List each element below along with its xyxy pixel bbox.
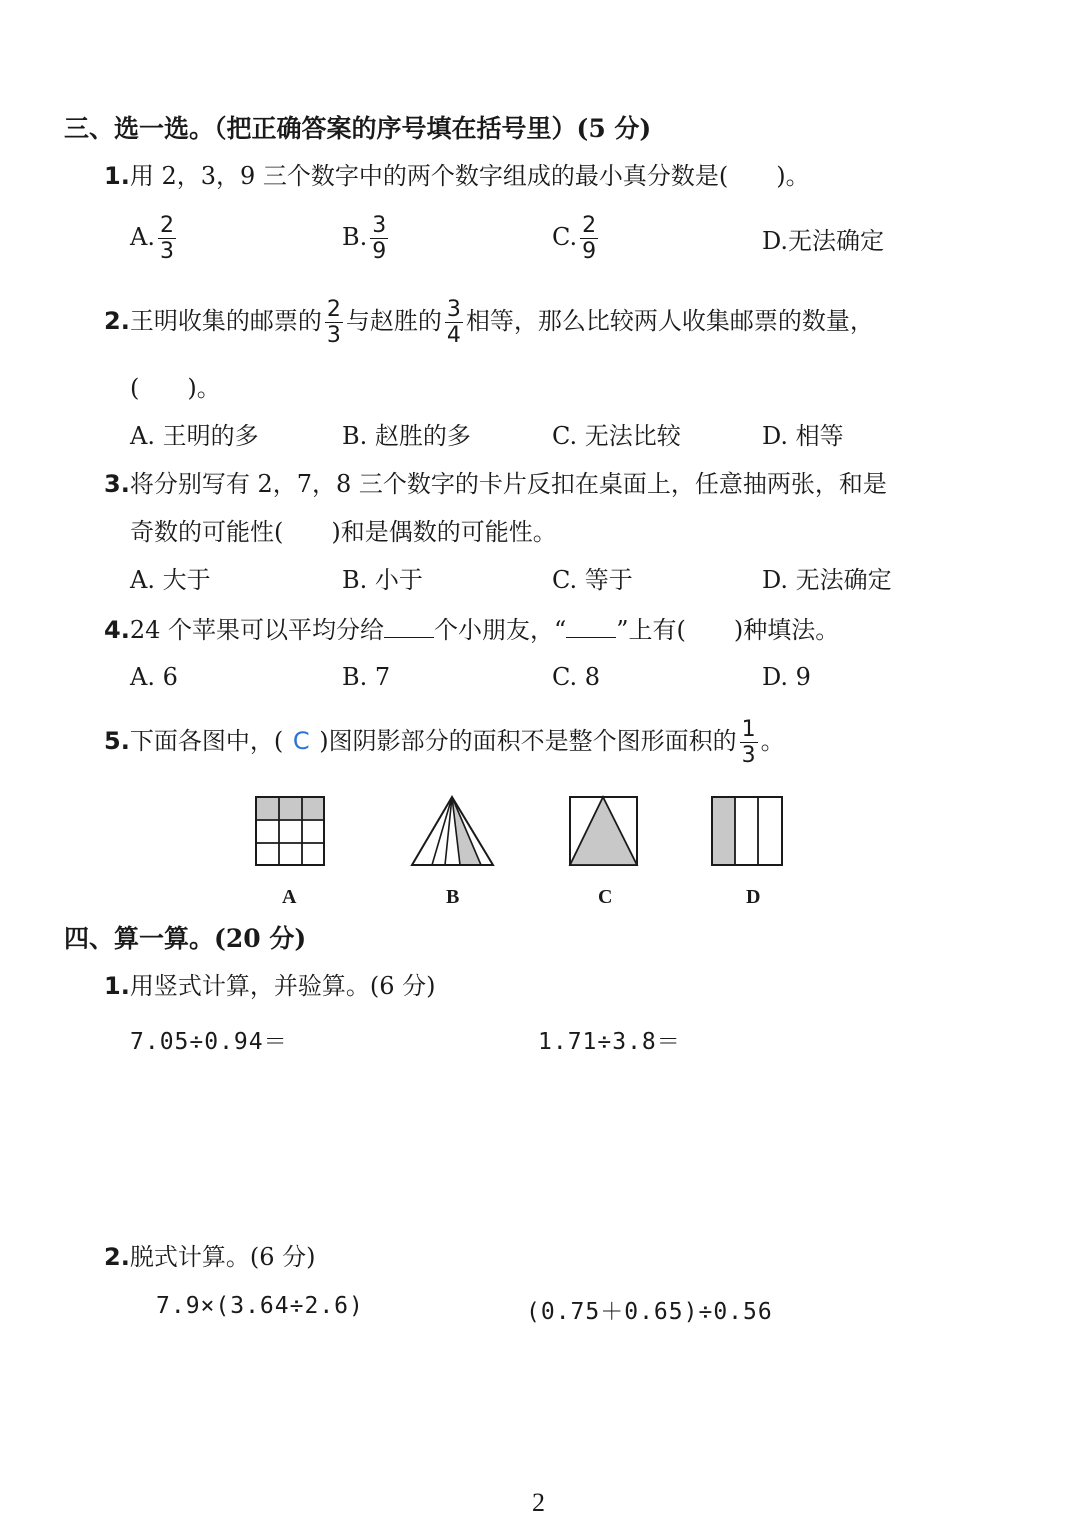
denominator: 3 xyxy=(159,239,174,265)
q2-option-b: B. 赵胜的多 xyxy=(342,422,471,450)
s4-q1-number: 1. xyxy=(104,972,130,1000)
q3-text-line1: 将分别写有 2，7，8 三个数字的卡片反扣在桌面上，任意抽两张，和是 xyxy=(129,470,887,498)
s4-q2-text: 脱式计算。(6 分) xyxy=(129,1243,316,1271)
denominator: 4 xyxy=(446,323,461,349)
figure-d-label: D xyxy=(746,886,761,908)
q3-option-d: D. 无法确定 xyxy=(762,566,892,594)
q2-answer-line: ( )。 xyxy=(130,374,221,402)
denominator: 9 xyxy=(582,239,597,265)
q3-option-c: C. 等于 xyxy=(552,566,633,594)
page-number: 2 xyxy=(532,1488,545,1517)
q1-text: 用 2，3，9 三个数字中的两个数字组成的最小真分数是( )。 xyxy=(129,162,810,190)
q3-option-a: A. 大于 xyxy=(130,566,211,594)
numerator: 3 xyxy=(372,213,387,238)
q4-option-d: D. 9 xyxy=(762,663,811,691)
q2-text-part2: 与赵胜的 xyxy=(345,307,442,336)
q2-option-d: D. 相等 xyxy=(762,422,844,450)
expression-2: 1.71÷3.8＝ xyxy=(538,1029,681,1055)
q5-text-part1: 下面各图中，( xyxy=(129,727,284,756)
numerator: 2 xyxy=(159,213,174,238)
denominator: 3 xyxy=(741,743,756,769)
expression-4: (0.75＋0.65)÷0.56 xyxy=(526,1299,773,1325)
s4-q1-text: 用竖式计算，并验算。(6 分) xyxy=(129,972,436,1000)
numerator: 2 xyxy=(326,297,341,322)
numerator: 1 xyxy=(741,717,756,742)
s4-q2-number: 2. xyxy=(104,1243,130,1271)
q4-text-part2: 个小朋友，“ xyxy=(434,616,567,644)
option-label: A. xyxy=(130,223,155,252)
figure-d xyxy=(712,797,782,865)
denominator: 9 xyxy=(372,239,387,265)
denominator: 3 xyxy=(326,323,341,349)
figure-a xyxy=(256,797,324,865)
q4-text-part1: 24 个苹果可以平均分给 xyxy=(129,616,384,644)
q2-option-c: C. 无法比较 xyxy=(552,422,681,450)
figure-b xyxy=(412,797,493,865)
q1-number: 1. xyxy=(104,162,130,190)
handwritten-answer: C xyxy=(292,727,310,756)
q5-text-part2: )图阴影部分的面积不是整个图形面积的 xyxy=(319,727,737,756)
q4-option-c: C. 8 xyxy=(552,663,601,691)
figure-c-label: C xyxy=(598,886,613,908)
option-label: D. xyxy=(762,227,789,255)
q3-number: 3. xyxy=(104,470,130,498)
figure-a-label: A xyxy=(282,886,297,908)
numerator: 3 xyxy=(446,297,461,322)
q3-option-b: B. 小于 xyxy=(342,566,423,594)
section3-title: 三、选一选。（把正确答案的序号填在括号里）(5 分) xyxy=(64,114,652,143)
expression-1: 7.05÷0.94＝ xyxy=(130,1029,288,1055)
q4-number: 4. xyxy=(104,616,130,644)
q5-number: 5. xyxy=(104,727,130,756)
q5-text-part3: 。 xyxy=(760,727,785,756)
q3-stem-line2: 奇数的可能性( )和是偶数的可能性。 xyxy=(130,518,557,546)
s4-q1-stem xyxy=(104,974,435,998)
q2-number: 2. xyxy=(104,307,130,336)
s4-q2-stem xyxy=(104,1245,315,1269)
option-label: B. xyxy=(342,223,368,252)
figure-b-label: B xyxy=(446,886,460,908)
numerator: 2 xyxy=(582,213,597,238)
figure-c xyxy=(570,797,637,865)
section4-title: 四、算一算。(20 分) xyxy=(64,924,307,953)
expression-3: 7.9×(3.64÷2.6) xyxy=(156,1293,364,1319)
option-text: 无法确定 xyxy=(788,227,885,255)
q4-option-a: A. 6 xyxy=(130,663,178,691)
option-label: C. xyxy=(552,223,578,252)
q2-text-part3: 相等，那么比较两人收集邮票的数量， xyxy=(465,307,874,336)
q2-text-part1: 王明收集的邮票的 xyxy=(129,307,322,336)
q2-option-a: A. 王明的多 xyxy=(130,422,259,450)
q4-text-part3: ”上有( )种填法。 xyxy=(616,616,840,644)
q4-option-b: B. 7 xyxy=(342,663,391,691)
